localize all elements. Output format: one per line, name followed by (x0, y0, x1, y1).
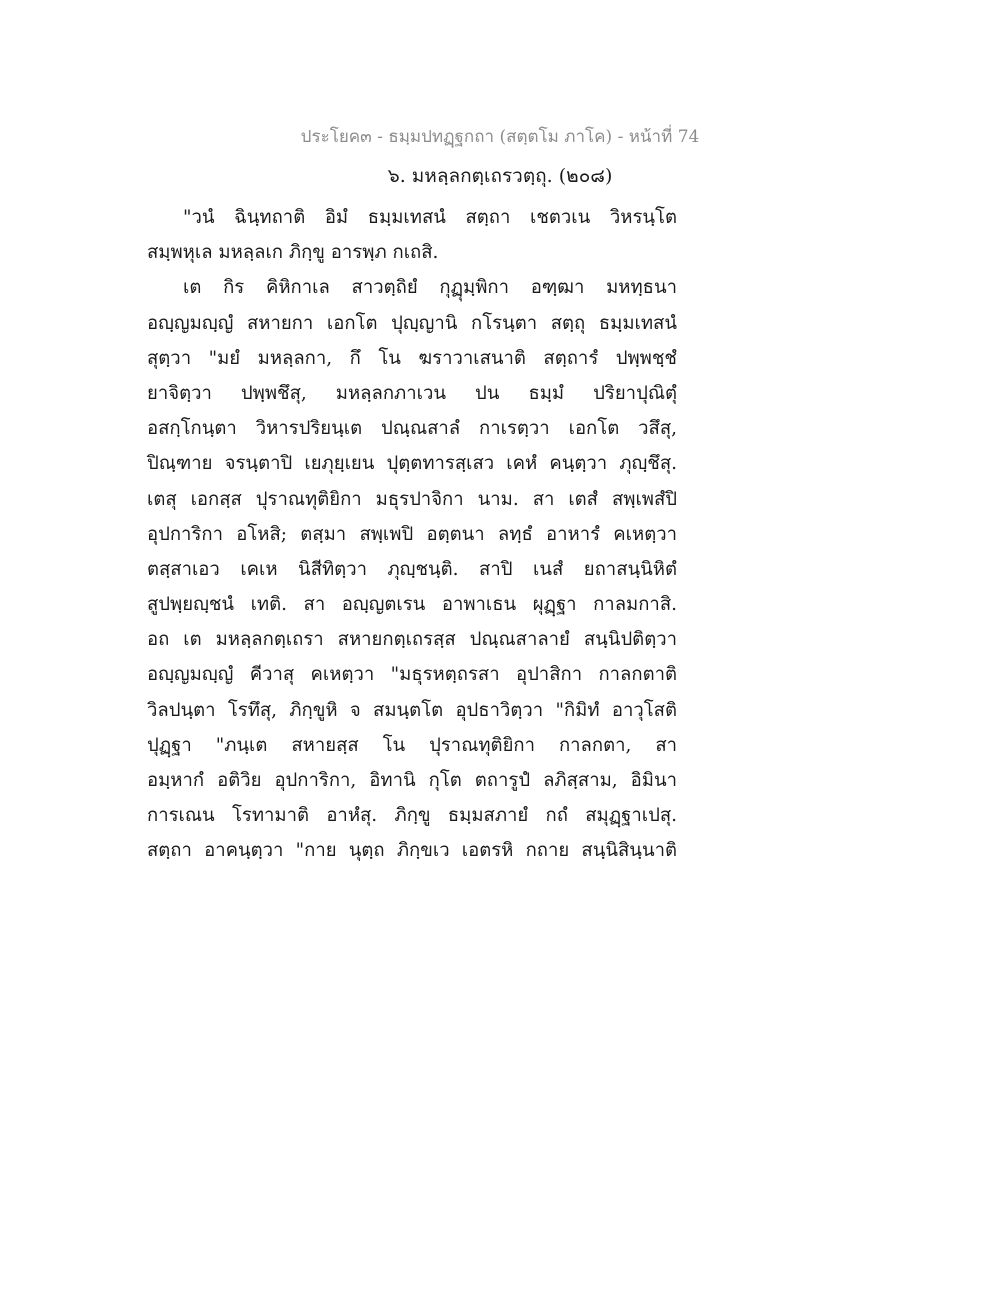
text-line: ปุฏฺฐา "ภนฺเต สหายสฺส โน ปุราณทุติยิกา กาลกตา, สา (147, 734, 677, 756)
running-head: ประโยค๓ - ธมฺมปทฏฺฐกถา (สตฺตโม ภาโค) - หน้าที่ 74 (300, 127, 700, 147)
text-line: ปิณฺฑาย จรนฺตาปิ เยภุยฺเยน ปุตฺตทารสฺเสว เคหํ คนฺตฺวา ภุญฺชึสุ. (147, 453, 677, 475)
text-line: สมฺพหุเล มหลฺลเก ภิกฺขู อารพฺภ กเถสิ. (147, 242, 439, 264)
text-line: อมฺหากํ อติวิย อุปการิกา, อิทานิ กุโต ตถารูปํ ลภิสฺสาม, อิมินา (147, 770, 677, 791)
body-text (147, 200, 677, 869)
text-line: ตสฺสาเอว เคเห นิสีทิตฺวา ภุญฺชนฺติ. สาปิ เนสํ ยถาสนฺนิหิตํ (147, 558, 677, 580)
text-line: วิลปนฺตา โรทึสุ, ภิกฺขูหิ จ สมนฺตโต อุปธาวิตฺวา "กิมิทํ อาวุโสติ (147, 699, 677, 721)
story-title: ๖. มหลฺลกตฺเถรวตฺถุ. (๒๐๘) (387, 165, 613, 187)
text-line: "วนํ ฉินฺทถาติ อิมํ ธมฺมเทสนํ สตฺถา เชตวเน วิหรนฺโต (183, 207, 677, 228)
text-line: อญฺญมญฺญํ สหายกา เอกโต ปุญฺญานิ กโรนฺตา สตฺถุ ธมฺมเทสนํ (147, 312, 677, 334)
text-line: เตสุ เอกสฺส ปุราณทุติยิกา มธุรปาจิกา นาม. สา เตสํ สพฺเพสํปิ (147, 488, 677, 510)
text-line: อสกฺโกนฺตา วิหารปริยนฺเต ปณฺณสาลํ กาเรตฺวา เอกโต วสึสุ, (147, 418, 677, 440)
text-line: อุปการิกา อโหสิ; ตสฺมา สพฺเพปิ อตฺตนา ลทฺธํ อาหารํ คเหตฺวา (147, 523, 677, 545)
text-line: การเณน โรทามาติ อาหํสุ. ภิกฺขู ธมฺมสภายํ กถํ สมุฏฺฐาเปสุ. (147, 805, 677, 827)
text-line: อญฺญมญฺญํ คีวาสุ คเหตฺวา "มธุรหตฺถรสา อุปาสิกา กาลกตาติ (147, 664, 677, 686)
text-line: อถ เต มหลฺลกตฺเถรา สหายกตฺเถรสฺส ปณฺณสาลายํ สนฺนิปติตฺวา (147, 629, 677, 651)
text-line: ยาจิตฺวา ปพฺพชึสุ, มหลฺลกภาเวน ปน ธมฺมํ ปริยาปุณิตุํ (147, 382, 677, 404)
text-line: สตฺถา อาคนฺตฺวา "กาย นุตฺถ ภิกฺขเว เอตรหิ กถาย สนฺนิสินฺนาติ (147, 840, 677, 862)
text-line: สูปพฺยญฺชนํ เทติ. สา อญฺญตเรน อาพาเธน ผุฏฺฐา กาลมกาสิ. (147, 594, 677, 616)
text-line: เต กิร คิหิกาเล สาวตฺถิยํ กุฏุมฺพิกา อฑฺฒา มหทฺธนา (183, 277, 677, 299)
text-line: สุตฺวา "มยํ มหลฺลกา, กึ โน ฆราวาเสนาติ สตฺถารํ ปพฺพชฺชํ (147, 347, 677, 369)
